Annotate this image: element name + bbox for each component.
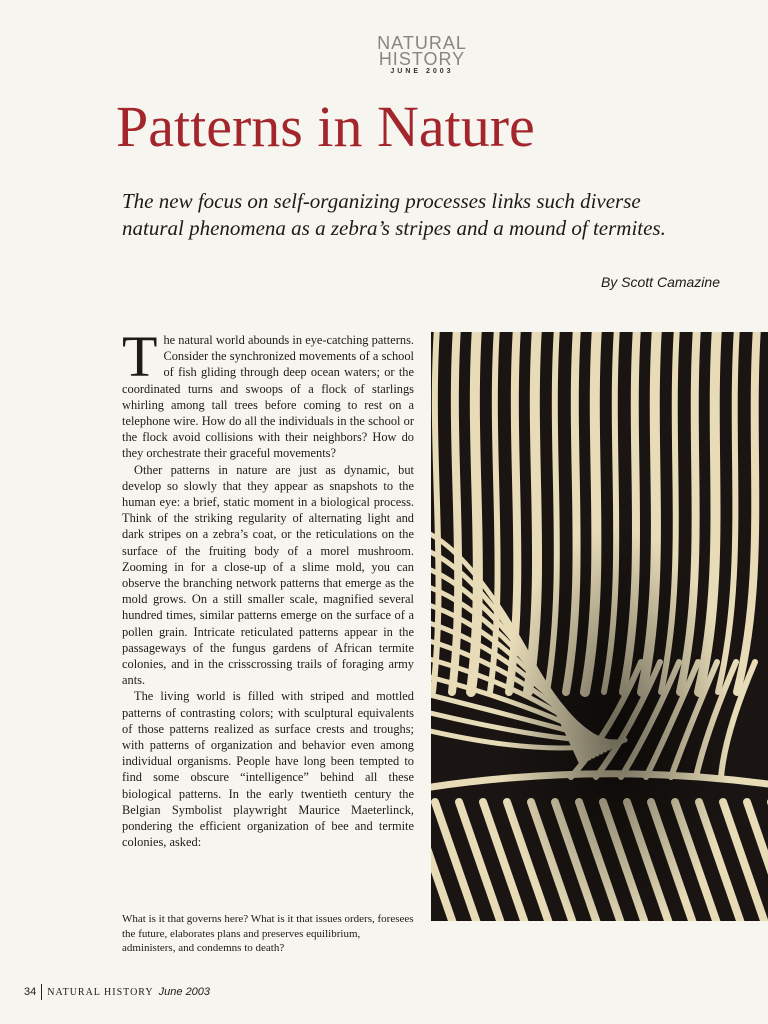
drop-cap: T (122, 324, 158, 389)
block-quote: What is it that governs here? What is it that issues orders, foresees the future, elaborates plans and preserves equilibrium, administers, and condemns to death? (122, 913, 414, 954)
paragraph-3: The living world is filled with striped and mottled patterns of contrasting colors; with sculptural equivalents of those patterns realized as surface crests and troughs; with patterns of organization and behavior even among individual organisms. People have long been tempted to find some obscure “intelligence” behind all these biological patterns. In the early twentieth century the Belgian Symbolist playwright Maurice Maeterlinck, pondering the efficient organization of bee and termite colonies, asked: (122, 689, 414, 850)
byline: By Scott Camazine (600, 274, 720, 290)
masthead-date: JUNE 2003 (390, 68, 454, 75)
paragraph-1 (122, 324, 414, 462)
paragraph-2: Other patterns in nature are just as dynamic, but develop so slowly that they appear as snapshots to the human eye: a brief, static moment in a biological process. Think of the striking regularity of alternating light and dark stripes on a zebra’s coat, or the reticulations on the surface of the fruiting body of a morel mushroom. Zooming in for a close-up of a slime mold, you can observe the branching network patterns that emerge as the mold grows. On a still smaller scale, magnified several hundred times, similar patterns emerge on the surface of a pollen grain. Intricate reticulated patterns appear in the passageways of the fungus gardens of African termite colonies, and in the crisscrossing trails of foraging army ants. (122, 462, 414, 688)
footer-magazine: NATURAL HISTORY (47, 986, 154, 998)
masthead (372, 35, 472, 75)
article-deck: The new focus on self-organizing processes links such diverse natural phenomena as a zebra’s stripes and a mound of termites. (122, 189, 666, 240)
masthead-natural: NATURAL (377, 33, 467, 53)
footer-divider (41, 984, 42, 1000)
zebra-stripes-image (431, 332, 768, 921)
footer-issue: June 2003 (158, 986, 211, 998)
page-number: 34 (24, 986, 37, 998)
zebra-stripes-photo (431, 332, 768, 921)
page-footer (24, 984, 210, 1000)
show-through-text (30, 70, 110, 330)
article-title: Patterns in Nature (116, 94, 535, 159)
article-body (122, 324, 414, 851)
paragraph-1-text: he natural world abounds in eye-catching patterns. Consider the synchronized movements of a school of fish gliding through deep ocean waters; or the coordinated turns and swoops of a flock of starlings whirling among tall trees before coming to rest on a telephone wire. How do all the individuals in the school or the flock avoid collisions with their neighbors? How do they orchestrate their graceful movements? (122, 333, 414, 461)
masthead-history: HISTORY (378, 49, 466, 69)
